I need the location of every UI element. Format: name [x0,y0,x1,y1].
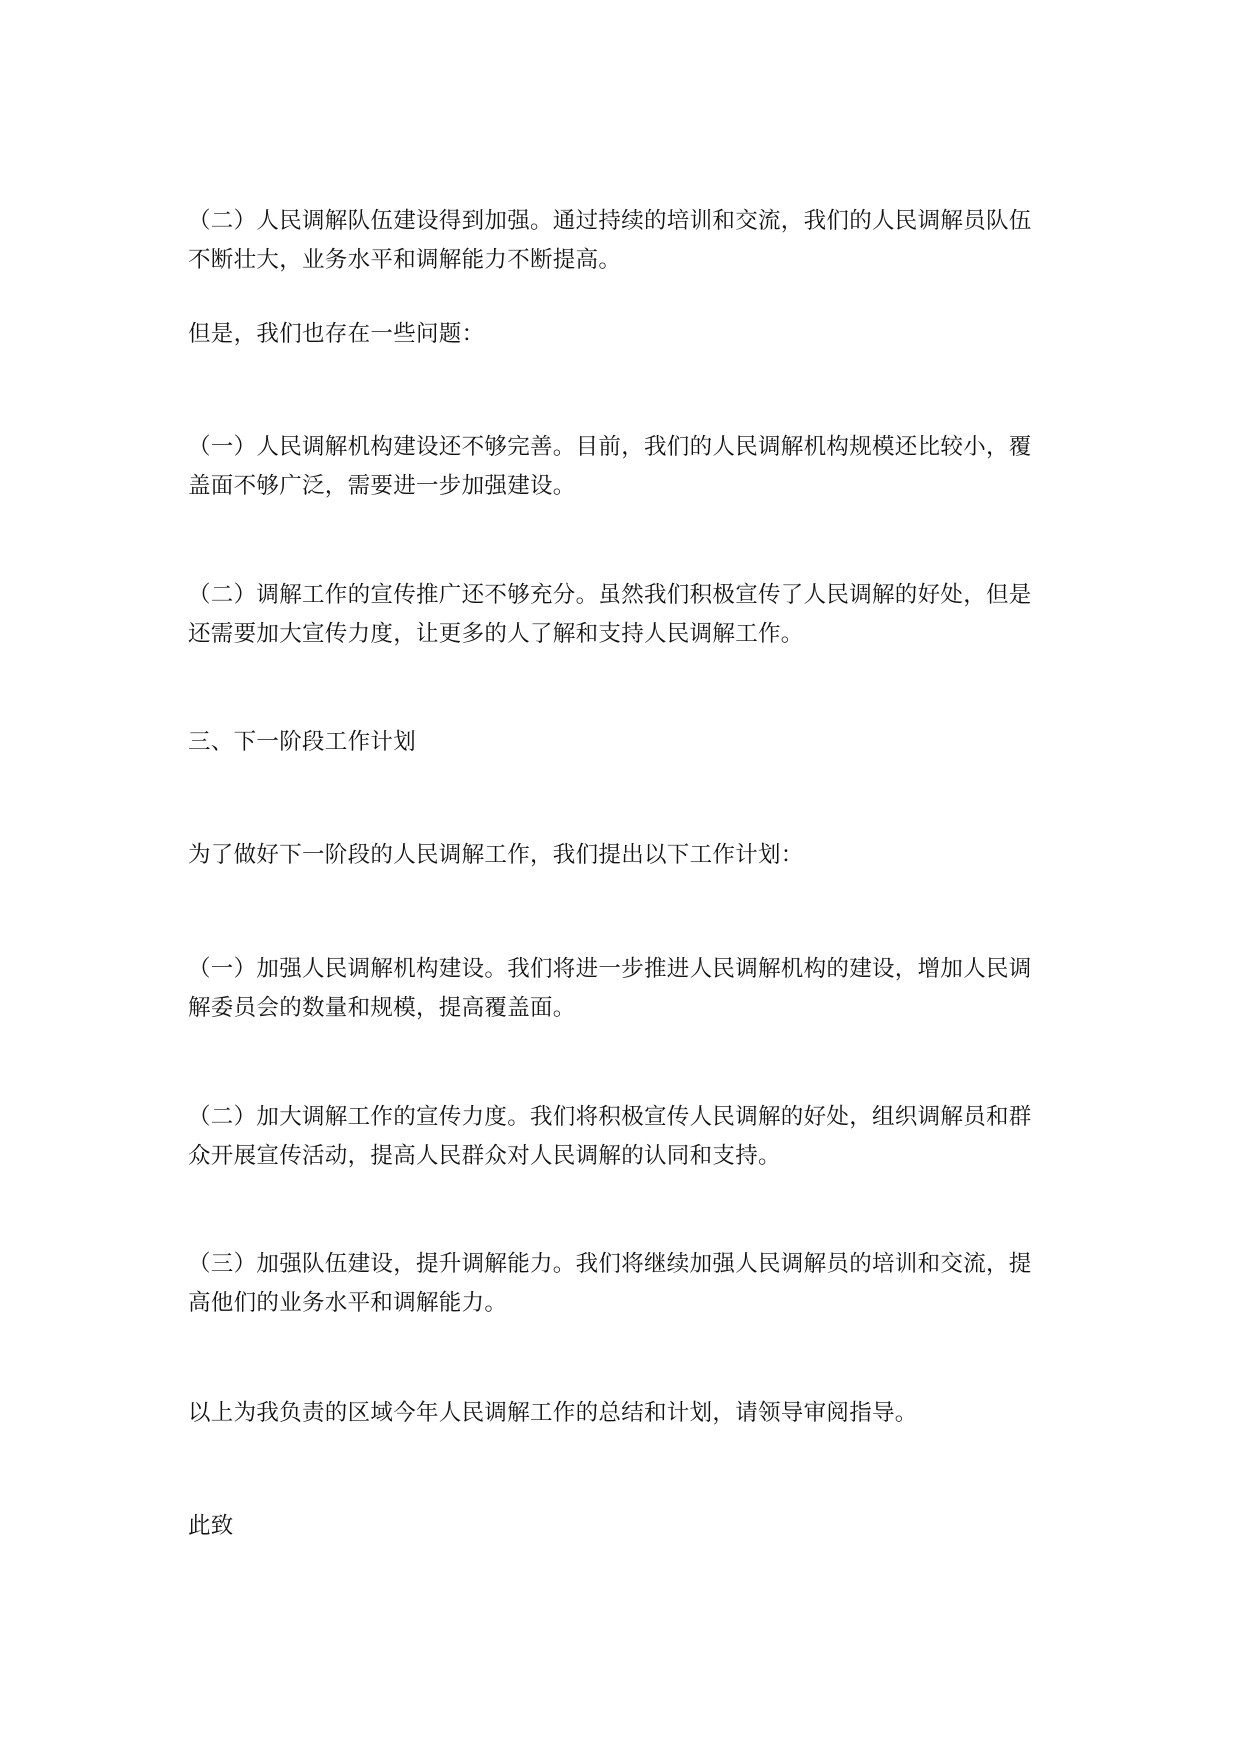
paragraph-plan-2: （二）加大调解工作的宣传力度。我们将积极宣传人民调解的好处，组织调解员和群众开展宣传活动，提高人民群众对人民调解的认同和支持。 [188,1104,1032,1169]
paragraph-salutation: 此致 [188,1513,234,1539]
paragraph-plan-3: （三）加强队伍建设，提升调解能力。我们将继续加强人民调解员的培训和交流，提高他们的业务水平和调解能力。 [188,1251,1032,1316]
paragraph-problem-2: （二）调解工作的宣传推广还不够充分。虽然我们积极宣传了人民调解的好处，但是还需要加大宣传力度，让更多的人了解和支持人民调解工作。 [188,582,1032,647]
paragraph-plan-intro: 为了做好下一阶段的人民调解工作，我们提出以下工作计划： [188,842,804,868]
paragraph-team-building: （二）人民调解队伍建设得到加强。通过持续的培训和交流，我们的人民调解员队伍不断壮大，业务水平和调解能力不断提高。 [188,208,1032,273]
paragraph-plan-1: （一）加强人民调解机构建设。我们将进一步推进人民调解机构的建设，增加人民调解委员会的数量和规模，提高覆盖面。 [188,956,1032,1021]
paragraph-problems-intro: 但是，我们也存在一些问题： [188,321,485,347]
paragraph-closing: 以上为我负责的区域今年人民调解工作的总结和计划，请领导审阅指导。 [188,1400,918,1426]
section-heading-next-plan: 三、下一阶段工作计划 [188,729,417,755]
paragraph-problem-1: （一）人民调解机构建设还不够完善。目前，我们的人民调解机构规模还比较小，覆盖面不够广泛，需要进一步加强建设。 [188,434,1032,499]
